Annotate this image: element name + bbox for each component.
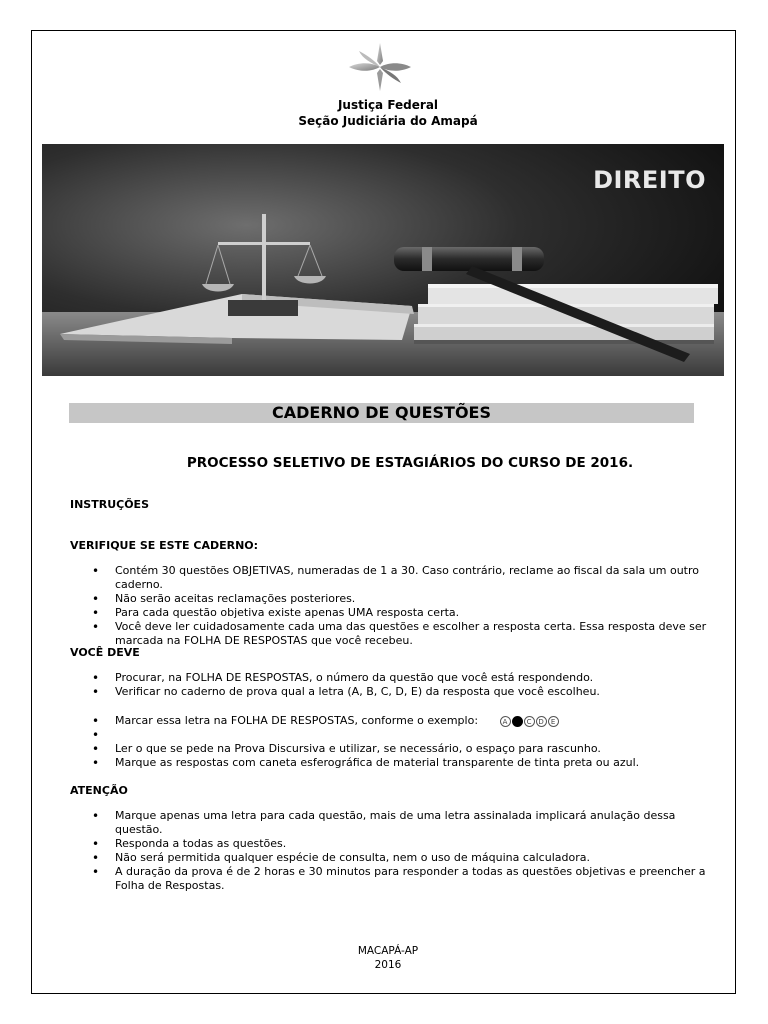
- list-item: • Não será permitida qualquer espécie de consulta, nem o uso de máquina calculadora.: [92, 851, 724, 865]
- voce-deve-heading: VOCÊ DEVE: [70, 646, 140, 659]
- instrucoes-heading: INSTRUÇÕES: [70, 498, 149, 511]
- atencao-heading: ATENÇÃO: [70, 784, 128, 797]
- marcar-text: Marcar essa letra na FOLHA DE RESPOSTAS, conforme o exemplo:: [115, 714, 479, 727]
- list-item-empty: [92, 728, 724, 742]
- verifique-list: [92, 564, 724, 648]
- voce-deve-list-a: [92, 671, 724, 699]
- option-c-icon: C: [524, 716, 535, 727]
- list-item: • Não serão aceitas reclamações posteriores.: [92, 592, 724, 606]
- answer-example: [500, 716, 559, 727]
- list-item: • Responda a todas as questões.: [92, 837, 724, 851]
- list-item: • A duração da prova é de 2 horas e 30 minutos para responder a todas as questões objetivas e preencher a Folha de Respostas.: [92, 865, 724, 893]
- list-item: • Procurar, na FOLHA DE RESPOSTAS, o número da questão que você está respondendo.: [92, 671, 724, 685]
- option-a-icon: A: [500, 716, 511, 727]
- footer-city: MACAPÁ-AP: [357, 945, 419, 957]
- verifique-heading: VERIFIQUE SE ESTE CADERNO:: [70, 539, 259, 552]
- list-item: • Verificar no caderno de prova qual a letra (A, B, C, D, E) da resposta que você escolheu.: [92, 685, 724, 699]
- footer-year: 2016: [374, 959, 402, 971]
- org-name: Justiça Federal: [337, 98, 439, 112]
- organization-header: [200, 97, 576, 129]
- scales-gavel-books-image: [42, 144, 724, 376]
- list-item: • Contém 30 questões OBJETIVAS, numeradas de 1 a 30. Caso contrário, reclame ao fiscal da sala um outro caderno.: [92, 564, 724, 592]
- option-b-filled-icon: [512, 716, 523, 727]
- org-section: Seção Judiciária do Amapá: [298, 114, 478, 128]
- footer: [300, 944, 476, 972]
- list-item: [92, 714, 724, 728]
- option-e-icon: E: [548, 716, 559, 727]
- processo-title: PROCESSO SELETIVO DE ESTAGIÁRIOS DO CURSO DE 2016.: [186, 455, 634, 471]
- atencao-list: [92, 809, 724, 893]
- justica-federal-logo-icon: [347, 41, 413, 93]
- voce-deve-list-b: [92, 714, 724, 770]
- caderno-title: CADERNO DE QUESTÕES: [69, 403, 694, 423]
- list-item: • Para cada questão objetiva existe apenas UMA resposta certa.: [92, 606, 724, 620]
- list-item: • Você deve ler cuidadosamente cada uma das questões e escolher a resposta certa. Essa resposta deve ser marcada na FOLHA DE RESPOSTAS que você recebeu.: [92, 620, 724, 648]
- list-item: • Marque apenas uma letra para cada questão, mais de uma letra assinalada implicará anulação dessa questão.: [92, 809, 724, 837]
- list-item: • Ler o que se pede na Prova Discursiva e utilizar, se necessário, o espaço para rascunho.: [92, 742, 724, 756]
- list-item: • Marque as respostas com caneta esferográfica de material transparente de tinta preta ou azul.: [92, 756, 724, 770]
- banner-title: DIREITO: [593, 166, 706, 194]
- option-d-icon: D: [536, 716, 547, 727]
